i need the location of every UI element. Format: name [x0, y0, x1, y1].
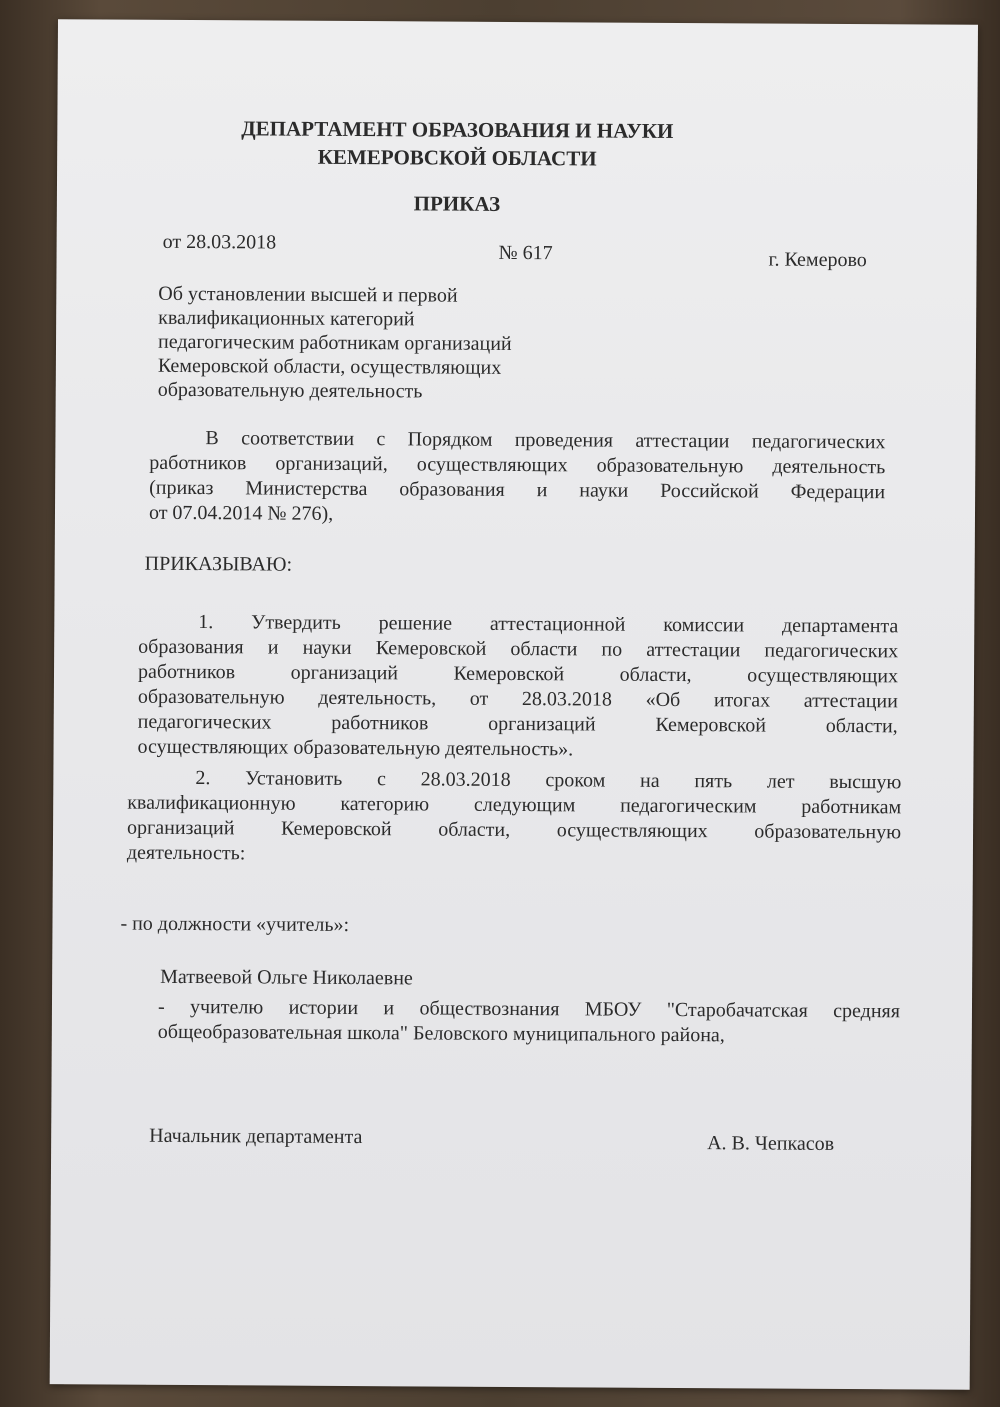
- teacher-details: [158, 995, 900, 1050]
- preamble-line: от 07.04.2014 № 276),: [148, 501, 334, 525]
- preamble: [149, 426, 886, 530]
- preamble-line: (приказ Министерства образования и науки Российской Федерации: [149, 476, 886, 504]
- teacher-details-line: общеобразовательная школа" Беловского муниципального района,: [157, 1020, 725, 1047]
- preamble-line: В соответствии с Порядком проведения аттестации педагогических: [205, 427, 886, 454]
- item1-line: осуществляющих образовательную деятельность».: [137, 735, 574, 761]
- teacher-name: Матвеевой Ольге Николаевне: [160, 965, 413, 990]
- order-date: от 28.03.2018: [162, 230, 277, 254]
- signer-name: А. В. Чепкасов: [707, 1132, 835, 1155]
- item1-line: 1. Утвердить решение аттестационной комиссии департамента: [198, 611, 899, 638]
- signer-title: Начальник департамента: [149, 1124, 363, 1149]
- position-label: - по должности «учитель»:: [120, 912, 350, 936]
- header-line-1: ДЕПАРТАМЕНТ ОБРАЗОВАНИЯ И НАУКИ: [241, 116, 674, 143]
- item2-line: организаций Кемеровской области, осуществляющих образовательную: [127, 816, 902, 844]
- subject-line: педагогическим работникам организаций: [157, 330, 512, 355]
- subject-line: Об установлении высшей и первой: [158, 282, 458, 307]
- preamble-line: работников организаций, осуществляющих образовательную деятельность: [149, 451, 886, 479]
- department-header: [0, 112, 987, 174]
- document-page: [50, 19, 978, 1390]
- header-line-2: КЕМЕРОВСКОЙ ОБЛАСТИ: [317, 144, 597, 171]
- subject-line: образовательную деятельность: [157, 378, 423, 403]
- item1-line: работников организаций Кемеровской области, осуществляющих: [137, 660, 899, 688]
- item1-line: образовательную деятельность, от 28.03.2018 «Об итогах аттестации: [137, 685, 898, 713]
- order-item-1: [137, 610, 898, 765]
- order-word: ПРИКАЗЫВАЮ:: [144, 552, 293, 576]
- item2-line: деятельность:: [126, 841, 246, 865]
- item2-line: 2. Установить с 28.03.2018 сроком на пять лет высшую: [195, 767, 902, 794]
- item1-line: педагогических работников организаций Кемеровской области,: [137, 710, 898, 738]
- item2-line: квалификационную категорию следующим педагогическим работникам: [127, 791, 902, 819]
- order-subject: [158, 282, 512, 404]
- order-item-2: [127, 766, 902, 871]
- teacher-details-line: - учителю истории и обществознания МБОУ "Старобачатская средняя: [157, 995, 901, 1023]
- order-number: № 617: [498, 241, 553, 265]
- order-city: г. Кемерово: [768, 248, 867, 272]
- subject-line: Кемеровской области, осуществляющих: [157, 354, 502, 379]
- document-type: ПРИКАЗ: [413, 191, 501, 216]
- subject-line: квалификационных категорий: [158, 306, 415, 331]
- item1-line: образования и науки Кемеровской области по аттестации педагогических: [138, 635, 899, 663]
